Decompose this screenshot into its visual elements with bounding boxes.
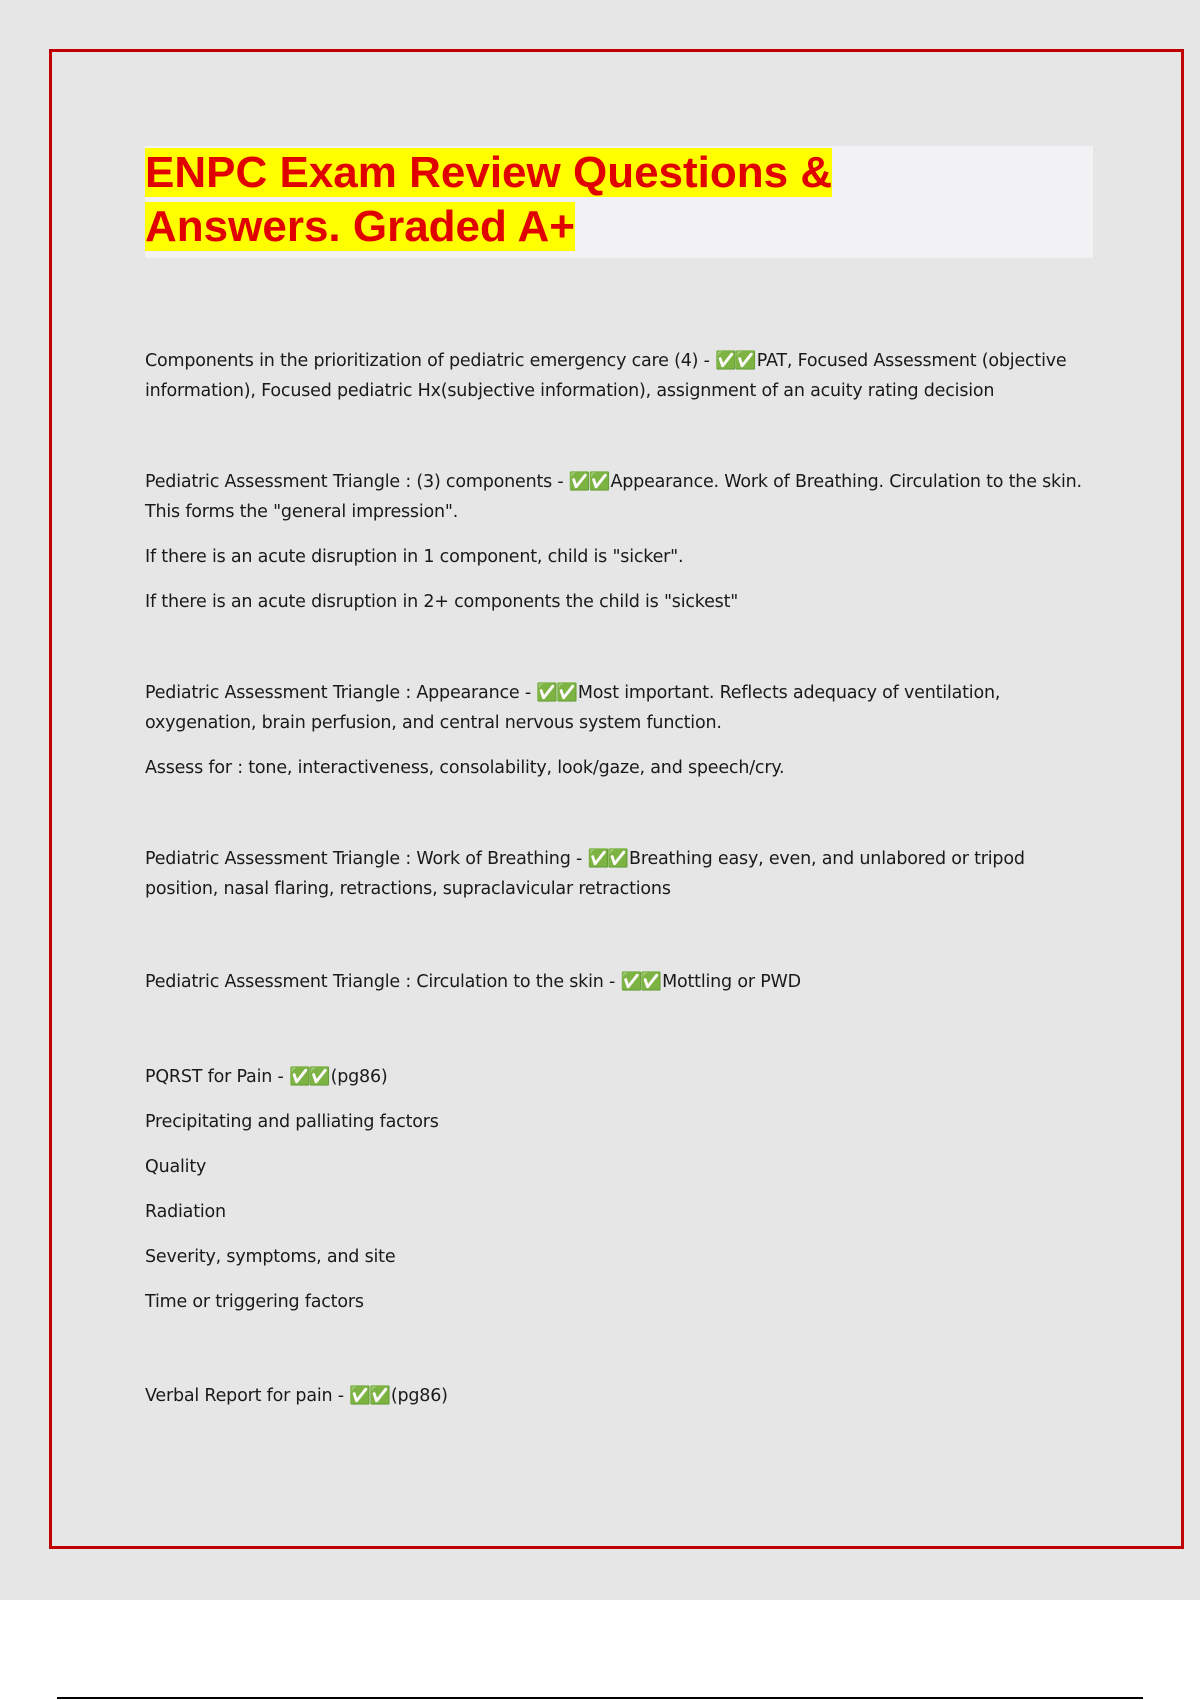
document-body [145, 346, 1095, 1411]
qa-item-6 [145, 1062, 1095, 1092]
qa-item-2 [145, 467, 1095, 527]
qa-item-1 [145, 346, 1095, 406]
double-check-icon: ✅✅ [715, 351, 755, 371]
qa-item-5 [145, 967, 1095, 997]
double-check-icon: ✅✅ [288, 1067, 329, 1087]
answer-text: PAT, Focused Assessment (objective information), Focused pediatric Hx(subjective information), assignment of an acuity rating decision [145, 351, 1067, 401]
qa-item-6-detail-5: Time or triggering factors [145, 1292, 364, 1312]
qa-item-6-detail-3: Radiation [145, 1202, 226, 1222]
answer-text: Mottling or PWD [662, 972, 801, 992]
title-block [145, 146, 1093, 258]
document-title [145, 146, 1093, 254]
double-check-icon: ✅✅ [536, 683, 576, 703]
question-text: Pediatric Assessment Triangle : Circulation to the skin - [145, 972, 621, 992]
page-separator-line [57, 1697, 1143, 1699]
question-text: Verbal Report for pain - [145, 1386, 350, 1406]
answer-text: (pg86) [330, 1067, 388, 1087]
answer-text: Breathing easy, even, and unlabored or tripod position, nasal flaring, retractions, supraclavicular retractions [145, 849, 1025, 899]
qa-item-3 [145, 678, 1095, 738]
title-line-1: ENPC Exam Review Questions & [145, 148, 833, 197]
question-text: Pediatric Assessment Triangle : Appearance - [145, 683, 537, 703]
qa-item-2-detail-2: If there is an acute disruption in 2+ components the child is "sickest" [145, 592, 739, 612]
qa-item-2-detail-1: If there is an acute disruption in 1 component, child is "sicker". [145, 547, 684, 567]
answer-text: Appearance. Work of Breathing. Circulation to the skin. This forms the "general impression". [145, 472, 1082, 522]
question-text: Components in the prioritization of pediatric emergency care (4) - [145, 351, 716, 371]
answer-text: Most important. Reflects adequacy of ventilation, oxygenation, brain perfusion, and central nervous system function. [145, 683, 1001, 733]
question-text: Pediatric Assessment Triangle : Work of Breathing - [145, 849, 588, 869]
question-text: PQRST for Pain - [145, 1067, 289, 1087]
double-check-icon: ✅✅ [349, 1386, 389, 1406]
qa-item-6-detail-4: Severity, symptoms, and site [145, 1247, 396, 1267]
qa-item-3-detail-1: Assess for : tone, interactiveness, consolability, look/gaze, and speech/cry. [145, 758, 785, 778]
question-text: Pediatric Assessment Triangle : (3) components - [145, 472, 569, 492]
qa-item-7 [145, 1381, 1095, 1411]
double-check-icon: ✅✅ [620, 972, 661, 992]
double-check-icon: ✅✅ [587, 849, 628, 869]
qa-item-6-detail-2: Quality [145, 1157, 207, 1177]
answer-text: (pg86) [390, 1386, 448, 1406]
qa-item-6-detail-1: Precipitating and palliating factors [145, 1112, 439, 1132]
title-line-2: Answers. Graded A+ [145, 202, 575, 251]
double-check-icon: ✅✅ [568, 472, 609, 492]
qa-item-4 [145, 844, 1095, 904]
